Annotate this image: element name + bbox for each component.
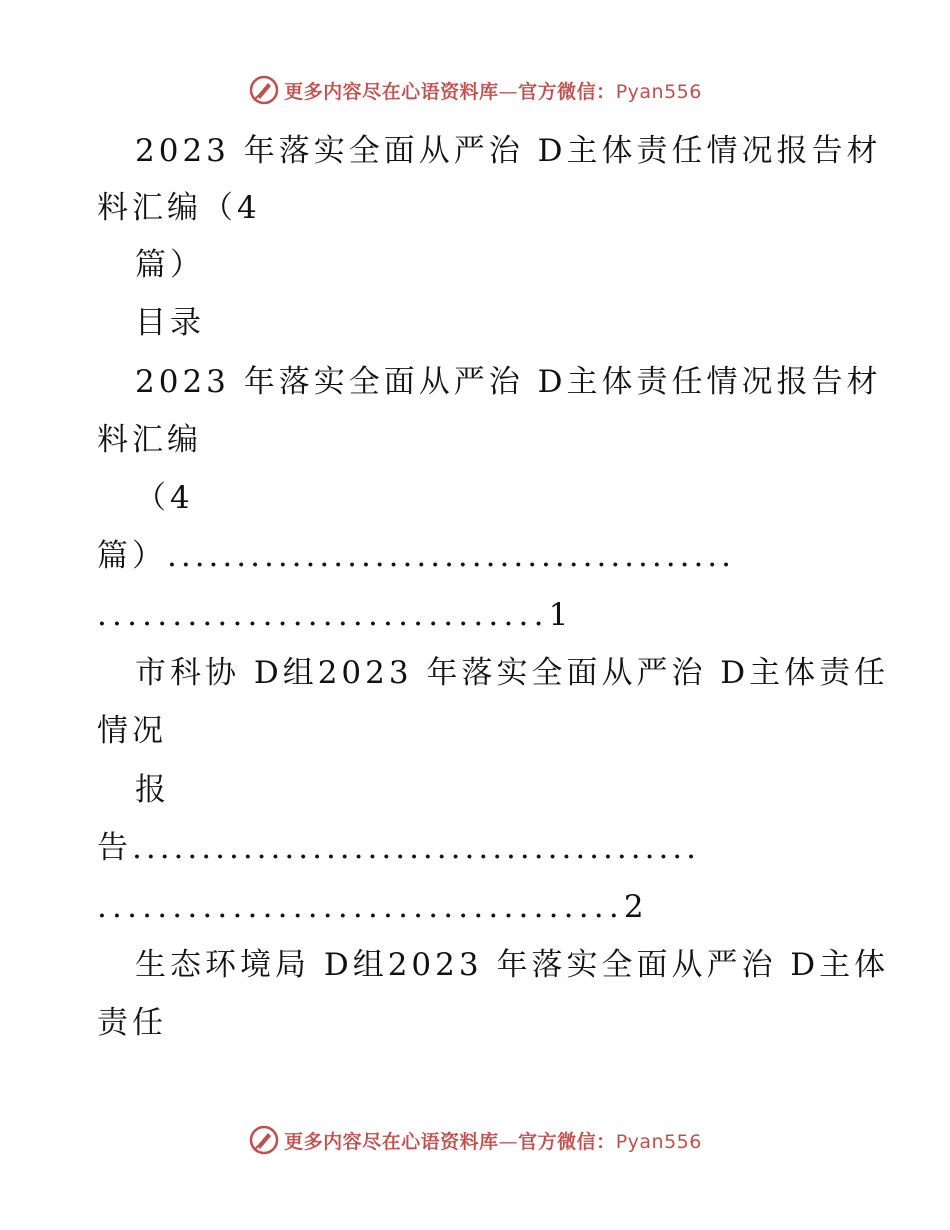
logo-icon	[248, 1124, 280, 1156]
doc-title-line-2: 料汇编（4	[97, 190, 261, 226]
toc-entry-1-line-2: 料汇编	[97, 422, 202, 458]
logo-icon	[248, 74, 280, 106]
banner-separator: —	[498, 80, 519, 103]
banner-wechat-id: Pyan556	[615, 80, 702, 103]
toc-entry-1-page: ..............................1	[97, 597, 574, 633]
doc-title-line-3: 篇）	[135, 247, 205, 283]
toc-entry-2-line-2: 情况	[97, 713, 167, 749]
banner-wechat-label: 官方微信：	[518, 1130, 616, 1153]
toc-entry-1-line-1: 2023 年落实全面从严治 D主体责任情况报告材	[135, 364, 882, 400]
banner-title: 更多内容尽在心语资料库	[284, 80, 499, 103]
banner-title: 更多内容尽在心语资料库	[284, 1130, 499, 1153]
toc-entry-1-line-4: 篇）.........................................	[97, 538, 736, 574]
toc-entry-2-page: ...................................2	[97, 889, 649, 925]
toc-entry-1-line-3: （4	[135, 480, 194, 516]
header-banner	[0, 70, 950, 110]
toc-entry-2-line-1: 市科协 D组2023 年落实全面从严治 D主体责任	[135, 655, 890, 691]
toc-entry-3-line-1: 生态环境局 D组2023 年落实全面从严治 D主体	[135, 947, 890, 983]
toc-heading: 目录	[135, 305, 205, 341]
banner-wechat-label: 官方微信：	[518, 80, 616, 103]
banner-wechat-id: Pyan556	[615, 1130, 702, 1153]
doc-title-line-1: 2023 年落实全面从严治 D主体责任情况报告材	[135, 133, 882, 169]
footer-banner	[0, 1120, 950, 1160]
toc-entry-2-line-4: 告.........................................	[97, 830, 701, 866]
toc-entry-3-line-2: 责任	[97, 1005, 167, 1041]
banner-separator: —	[498, 1130, 519, 1153]
toc-entry-2-line-3: 报	[135, 772, 170, 808]
